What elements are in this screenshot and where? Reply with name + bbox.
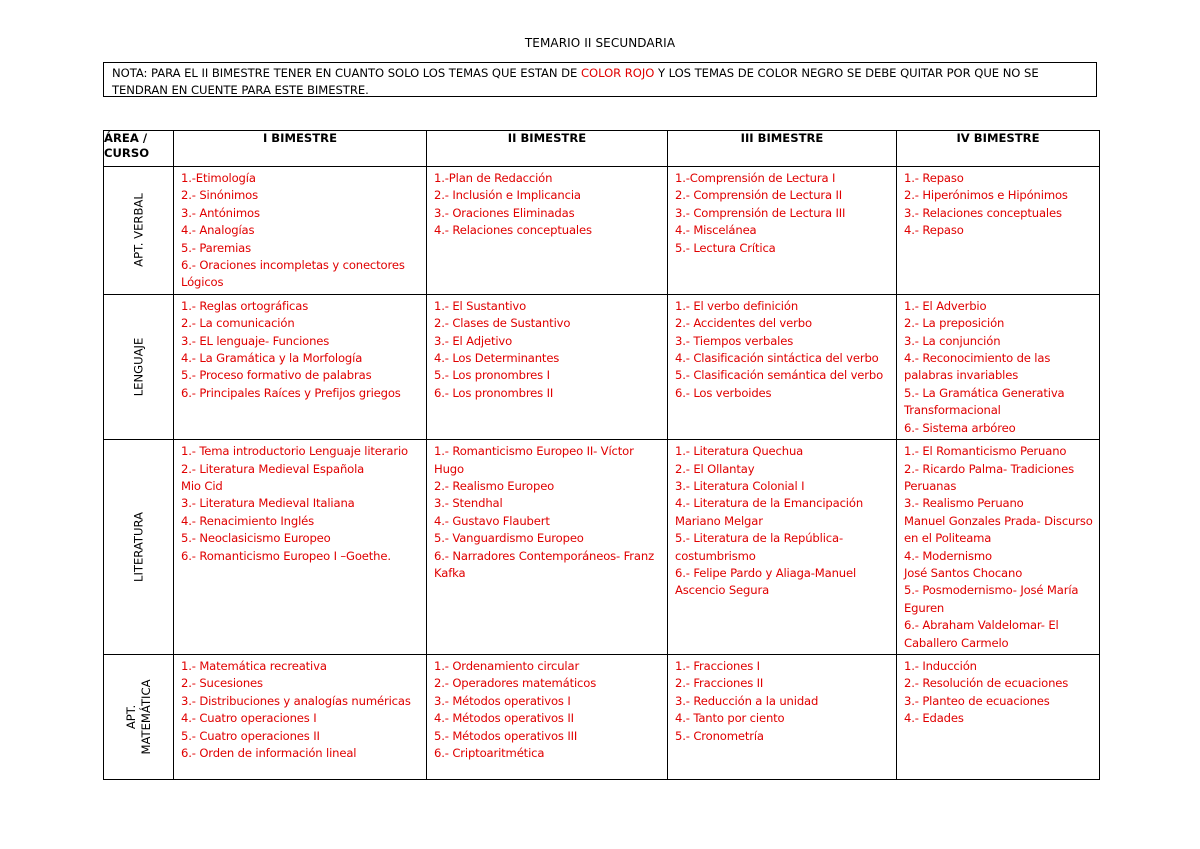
header-bimestre-2: II BIMESTRE	[427, 131, 668, 167]
list-item: 6.- Los pronombres II	[434, 385, 554, 400]
list-item: 6.- Los verboides	[675, 385, 772, 400]
list-item: 2.- La preposición	[904, 316, 1005, 331]
header-bimestre-4: IV BIMESTRE	[897, 131, 1100, 167]
topics-cell	[897, 294, 1100, 439]
area-label	[124, 679, 154, 754]
topics-cell	[668, 294, 897, 439]
list-item: 6.- Felipe Pardo y Aliaga-Manuel Ascencio Segura	[675, 565, 857, 598]
list-item: 1.- Tema introductorio Lenguaje literario	[181, 444, 408, 459]
list-item: 1.- Matemática recreativa	[181, 658, 327, 673]
list-item: 3.- Realismo Peruano	[904, 496, 1024, 511]
note-text-end: Y LOS TEMAS DE COLOR NEGRO SE DEBE QUITAR POR QUE NO SE TENDRAN EN CUENTE PARA ESTE BIMESTRE.	[112, 66, 1039, 97]
list-item: 3.- Literatura Colonial I	[675, 478, 805, 493]
topics-cell	[897, 167, 1100, 295]
topic-list	[897, 167, 1099, 242]
list-item: 6.- Romanticismo Europeo I –Goethe.	[181, 548, 391, 563]
list-item: 3.- La conjunción	[904, 333, 1001, 348]
list-item: 3.- Métodos operativos I	[434, 693, 571, 708]
list-item: 3.- Oraciones Eliminadas	[434, 205, 575, 220]
list-item: 2.- Fracciones II	[675, 676, 764, 691]
topics-cell	[174, 440, 427, 655]
list-item: 3.- Planteo de ecuaciones	[904, 693, 1050, 708]
topic-list	[897, 440, 1099, 654]
table-row-apt-matematica	[104, 654, 1100, 779]
table-row-literatura	[104, 440, 1100, 655]
list-item: 1.-Etimología	[181, 171, 256, 185]
list-item: 4.- Edades	[904, 711, 964, 726]
list-item: 5.- Métodos operativos III	[434, 728, 578, 743]
list-item: 3.- EL lenguaje- Funciones	[181, 333, 330, 348]
header-area: ÁREA / CURSO	[104, 131, 174, 167]
topics-cell	[668, 654, 897, 779]
list-item: 1.- El verbo definición	[675, 298, 799, 313]
list-item: 4.- Renacimiento Inglés	[181, 513, 315, 528]
list-item: 2.- Hiperónimos e Hipónimos	[904, 188, 1068, 203]
list-item: 5.- Vanguardismo Europeo	[434, 531, 584, 546]
topics-cell	[427, 440, 668, 655]
list-item: 2.- Clases de Sustantivo	[434, 316, 571, 331]
header-bimestre-1: I BIMESTRE	[174, 131, 427, 167]
note-text-start: NOTA: PARA EL II BIMESTRE TENER EN CUANTO SOLO LOS TEMAS QUE ESTAN DE	[112, 66, 581, 80]
topics-cell	[427, 654, 668, 779]
list-item: Mio Cid	[181, 478, 223, 493]
topic-list	[897, 295, 1099, 439]
list-item: 4.- Repaso	[904, 223, 964, 238]
list-item: 6.- Oraciones incompletas y conectores Lógicos	[181, 258, 405, 290]
list-item: 4.- Cuatro operaciones I	[181, 711, 317, 726]
list-item: 2.- Comprensión de Lectura II	[675, 188, 843, 203]
list-item: 4.- Tanto por ciento	[675, 711, 785, 726]
topic-list	[668, 167, 896, 259]
list-item: 5.- Cronometría	[675, 728, 764, 743]
list-item: 4.- Literatura de la Emancipación Mariano Melgar	[675, 496, 864, 528]
list-item: 4.- Relaciones conceptuales	[434, 223, 592, 238]
list-item: 2.- Operadores matemáticos	[434, 676, 597, 691]
topics-cell	[427, 167, 668, 295]
list-item: 1.- Literatura Quechua	[675, 444, 804, 459]
topic-list	[427, 295, 667, 404]
topic-list	[174, 167, 426, 294]
list-item: 1.- Reglas ortográficas	[181, 298, 309, 313]
area-cell	[104, 167, 174, 295]
list-item: 2.- Ricardo Palma- Tradiciones Peruanas	[904, 461, 1074, 493]
area-label: APT. VERBAL	[131, 193, 145, 268]
list-item: 5.- Los pronombres I	[434, 368, 550, 383]
table-row-lenguaje	[104, 294, 1100, 439]
list-item: 4.- Los Determinantes	[434, 351, 560, 366]
topics-cell	[174, 294, 427, 439]
list-item: 4.- La Gramática y la Morfología	[181, 351, 363, 366]
list-item: 3.- Literatura Medieval Italiana	[181, 496, 355, 511]
list-item: 1.-Plan de Redacción	[434, 171, 553, 185]
area-label-line2: MATEMÁTICA	[138, 679, 153, 755]
list-item: 5.- La Gramática Generativa Transformacional	[904, 385, 1065, 418]
topics-cell	[897, 654, 1100, 779]
topic-list	[427, 655, 667, 764]
topic-list	[668, 440, 896, 602]
list-item: 4.- Reconocimiento de las palabras invariables	[904, 351, 1051, 383]
note-box	[103, 62, 1097, 97]
list-item: 6.- Orden de información lineal	[181, 746, 357, 760]
area-cell	[104, 440, 174, 655]
list-item: 5.- Lectura Crítica	[675, 240, 776, 255]
topic-list	[174, 295, 426, 404]
topics-cell	[668, 167, 897, 295]
topic-list	[897, 655, 1099, 730]
list-item: 1.- Ordenamiento circular	[434, 658, 580, 673]
topics-cell	[897, 440, 1100, 655]
list-item: 2.- La comunicación	[181, 316, 295, 331]
topics-cell	[668, 440, 897, 655]
list-item: 3.- Stendhal	[434, 496, 503, 511]
list-item: 4.- Miscelánea	[675, 223, 757, 238]
list-item: 2.- Realismo Europeo	[434, 478, 555, 493]
list-item: 3.- Tiempos verbales	[675, 333, 794, 348]
list-item: 6.- Sistema arbóreo	[904, 420, 1016, 435]
list-item: 2.- Accidentes del verbo	[675, 316, 812, 331]
list-item: 5.- Neoclasicismo Europeo	[181, 531, 331, 546]
list-item: 4.- Métodos operativos II	[434, 711, 574, 726]
list-item: 6.- Criptoaritmética	[434, 746, 545, 760]
topic-list	[427, 167, 667, 242]
list-item: 1.-Comprensión de Lectura I	[675, 171, 836, 185]
list-item: 5.- Posmodernismo- José María Eguren	[904, 583, 1079, 615]
topic-list	[174, 655, 426, 764]
list-item: 1.- Fracciones I	[675, 658, 760, 673]
area-label-line1: APT.	[123, 704, 138, 730]
topic-list	[668, 295, 896, 404]
list-item: 1.- Repaso	[904, 171, 964, 185]
list-item: 6.- Narradores Contemporáneos- Franz Kafka	[434, 548, 655, 580]
list-item: 4.- Analogías	[181, 223, 255, 238]
list-item: 6.- Principales Raíces y Prefijos griegos	[181, 385, 401, 400]
list-item: 5.- Cuatro operaciones II	[181, 728, 320, 743]
list-item: 2.- Inclusión e Implicancia	[434, 188, 581, 203]
area-cell	[104, 294, 174, 439]
list-item: 3.- El Adjetivo	[434, 333, 513, 348]
note-text-red: COLOR ROJO	[580, 66, 655, 80]
list-item: 4.- Modernismo	[904, 548, 992, 563]
list-item: 3.- Antónimos	[181, 205, 260, 220]
list-item: José Santos Chocano	[904, 565, 1023, 580]
list-item: 2.- El Ollantay	[675, 461, 755, 476]
list-item: 2.- Sucesiones	[181, 676, 263, 691]
topic-list	[668, 655, 896, 747]
list-item: 5.- Literatura de la República-costumbrismo	[675, 531, 843, 563]
list-item: 3.- Reducción a la unidad	[675, 693, 819, 708]
list-item: 1.- Inducción	[904, 658, 977, 673]
list-item: Manuel Gonzales Prada- Discurso en el Politeama	[904, 513, 1093, 546]
list-item: 6.- Abraham Valdelomar- El Caballero Carmelo	[904, 618, 1059, 650]
topics-cell	[174, 654, 427, 779]
area-label: LITERATURA	[131, 512, 145, 583]
list-item: 1.- Romanticismo Europeo II- Víctor Hugo	[434, 444, 634, 476]
list-item: 2.- Sinónimos	[181, 188, 258, 203]
list-item: 5.- Clasificación semántica del verbo	[675, 368, 884, 383]
area-cell	[104, 654, 174, 779]
table-row-apt-verbal	[104, 167, 1100, 295]
list-item: 2.- Literatura Medieval Española	[181, 461, 365, 476]
list-item: 5.- Paremias	[181, 240, 252, 255]
list-item: 3.- Relaciones conceptuales	[904, 205, 1062, 220]
topics-cell	[427, 294, 668, 439]
list-item: 3.- Comprensión de Lectura III	[675, 205, 846, 220]
header-bimestre-3: III BIMESTRE	[668, 131, 897, 167]
list-item: 4.- Clasificación sintáctica del verbo	[675, 351, 879, 366]
page-title: TEMARIO II SECUNDARIA	[524, 36, 676, 50]
topics-cell	[174, 167, 427, 295]
list-item: 1.- El Romanticismo Peruano	[904, 444, 1067, 459]
list-item: 4.- Gustavo Flaubert	[434, 513, 550, 528]
topic-list	[427, 440, 667, 584]
topic-list	[174, 440, 426, 567]
syllabus-table	[103, 130, 1100, 780]
list-item: 1.- El Adverbio	[904, 298, 987, 313]
list-item: 5.- Proceso formativo de palabras	[181, 368, 372, 383]
list-item: 2.- Resolución de ecuaciones	[904, 676, 1069, 691]
list-item: 3.- Distribuciones y analogías numéricas	[181, 693, 411, 708]
header-row	[104, 131, 1100, 167]
area-label: LENGUAJE	[131, 337, 145, 397]
list-item: 1.- El Sustantivo	[434, 298, 527, 313]
